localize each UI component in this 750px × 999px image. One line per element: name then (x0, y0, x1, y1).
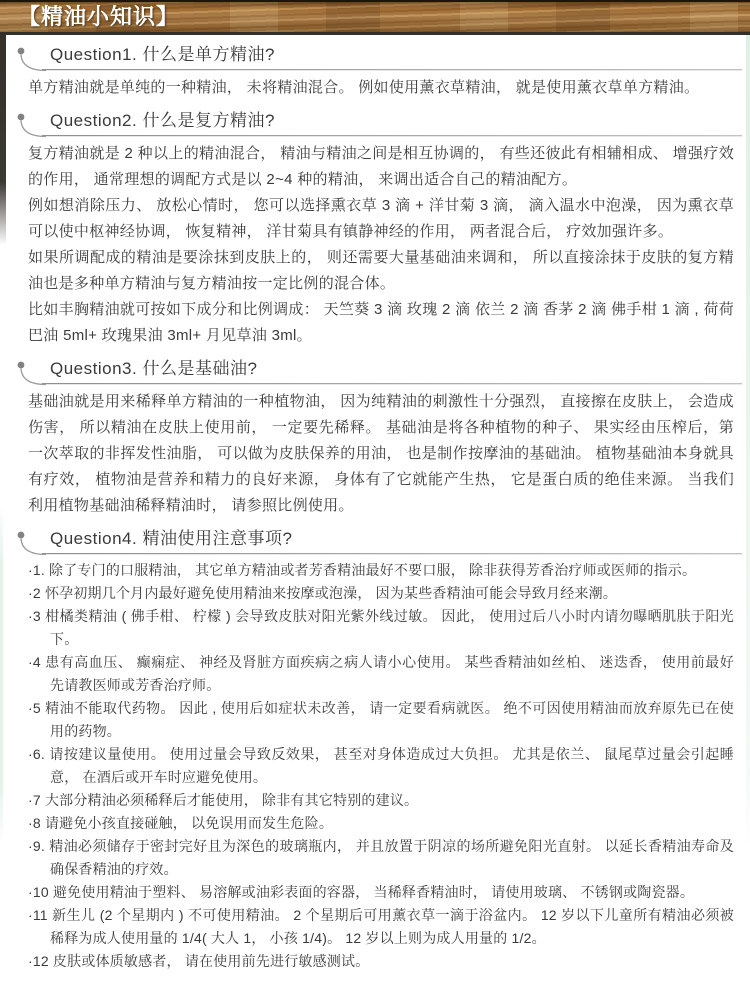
paragraph: 复方精油就是 2 种以上的精油混合， 精油与精油之间是相互协调的， 有些还彼此有相辅相成、 增强疗效的作用， 通常理想的调配方式是以 2~4 种的精油， 来调出适合自己的精油配方。 (28, 145, 734, 188)
question-body (28, 141, 734, 349)
heading-underline (42, 135, 742, 136)
notice-list-item: ·12 皮肤或体质敏感者， 请在使用前先进行敏感测试。 (28, 953, 370, 969)
notice-list-item: ·11 新生儿 (2 个星期内 ) 不可使用精油。 2 个星期后可用薰衣草一滴于浴盆内。 12 岁以下儿童所有精油必须被稀释为成人使用量的 1/4( 大人 1， 小孩 1/4)。 12 岁以上则为成人用量的 1/2。 (28, 907, 734, 946)
heading-underline (42, 383, 742, 384)
question-section-2 (28, 109, 734, 349)
notice-list-item: ·5 精油不能取代药物。 因此 , 使用后如症状未改善， 请一定要看病就医。 绝不可因使用精油而放弃原先已在使用的药物。 (28, 700, 734, 739)
pin-icon (14, 44, 46, 72)
notice-list-item: ·10 避免使用精油于塑料、 易溶解或油彩表面的容器， 当稀释香精油时， 请使用玻璃、 不锈钢或陶瓷器。 (28, 884, 695, 900)
question-heading (28, 357, 734, 384)
page-title: 【精油小知识】 (18, 4, 180, 29)
content-area (0, 43, 750, 973)
question-heading (28, 43, 734, 70)
paragraph: 单方精油就是单纯的一种精油， 未将精油混合。 例如使用薰衣草精油， 就是使用薰衣草单方精油。 (28, 79, 700, 96)
question-title: Question1. 什么是单方精油? (50, 45, 275, 64)
pin-icon (14, 110, 46, 138)
notice-list-item: ·2 怀孕初期几个月内最好避免使用精油来按摩或泡澡， 因为某些香精油可能会导致月经来潮。 (28, 585, 618, 601)
notice-list-item: ·6. 请按建议量使用。 使用过量会导致反效果， 甚至对身体造成过大负担。 尤其是依兰、 鼠尾草过量会引起睡意， 在酒后或开车时应避免使用。 (28, 746, 734, 785)
question-body (28, 389, 734, 519)
wood-texture-header (0, 0, 750, 35)
paragraph: 比如丰胸精油就可按如下成分和比例调成： 天竺葵 3 滴 玫瑰 2 滴 依兰 2 滴 香茅 2 滴 佛手柑 1 滴 , 荷荷巴油 5ml+ 玫瑰果油 3ml+ 月见草油 3ml。 (28, 301, 734, 344)
question-title: Question4. 精油使用注意事项? (50, 529, 293, 548)
notice-list-item: ·8 请避免小孩直接碰触， 以免误用而发生危险。 (28, 815, 334, 831)
notice-list-item: ·3 柑橘类精油 ( 佛手柑、 柠檬 ) 会导致皮肤对阳光紫外线过敏。 因此， 使用过后八小时内请勿曝晒肌肤于阳光下。 (28, 608, 734, 647)
notice-list-item: ·1. 除了专门的口服精油， 其它单方精油或者芳香精油最好不要口服， 除非获得芳香治疗师或医师的指示。 (28, 562, 697, 578)
question-section-4 (28, 527, 734, 973)
question-section-1 (28, 43, 734, 101)
paragraph: 如果所调配成的精油是要涂抹到皮肤上的， 则还需要大量基础油来调和， 所以直接涂抹于皮肤的复方精油也是多种单方精油与复方精油按一定比例的混合体。 (28, 249, 734, 292)
notice-list-item: ·4 患有高血压、 癫痫症、 神经及肾脏方面疾病之病人请小心使用。 某些香精油如丝柏、 迷迭香， 使用前最好 先请教医师或芳香治疗师。 (28, 654, 734, 693)
question-section-3 (28, 357, 734, 519)
left-edge-strip (0, 505, 3, 845)
question-heading (28, 527, 734, 554)
notice-list-item: ·7 大部分精油必须稀释后才能使用， 除非有其它特别的建议。 (28, 792, 419, 808)
heading-underline (42, 69, 742, 70)
paragraph: 基础油就是用来稀释单方精油的一种植物油， 因为纯精油的刺激性十分强烈， 直接擦在皮肤上， 会造成伤害， 所以精油在皮肤上使用前， 一定要先稀释。 基础油是将各种植物的种子、 果实经由压榨后，第一次萃取的非挥发性油脂， 可以做为皮肤保养的用油， 也是制作按摩油的基础油。 植物基础油本身就具有疗效， 植物油是营养和精力的良好来源， 身体有了它就能产生热， 它是蛋白质的绝佳来源。 当我们利用植物基础油稀释精油时， 请参照比例使用。 (28, 393, 734, 514)
pin-icon (14, 528, 46, 556)
question-heading (28, 109, 734, 136)
question-title: Question3. 什么是基础油? (50, 359, 258, 378)
question-body (28, 559, 734, 973)
pin-icon (14, 358, 46, 386)
left-edge-shadow (0, 35, 6, 245)
heading-underline (42, 553, 742, 554)
notice-list-item: ·9. 精油必须储存于密封完好且为深色的玻璃瓶内， 并且放置于阴凉的场所避免阳光直射。 以延长香精油寿命及确保香精油的疗效。 (28, 838, 734, 877)
question-title: Question2. 什么是复方精油? (50, 111, 275, 130)
right-edge-strip (746, 35, 750, 850)
question-body (28, 75, 734, 101)
paragraph: 例如想消除压力、 放松心情时， 您可以选择熏衣草 3 滴 + 洋甘菊 3 滴， 滴入温水中泡澡， 因为熏衣草可以使中枢神经协调， 恢复精神， 洋甘菊具有镇静神经的作用， 两者混合后， 疗效加强许多。 (28, 197, 734, 240)
